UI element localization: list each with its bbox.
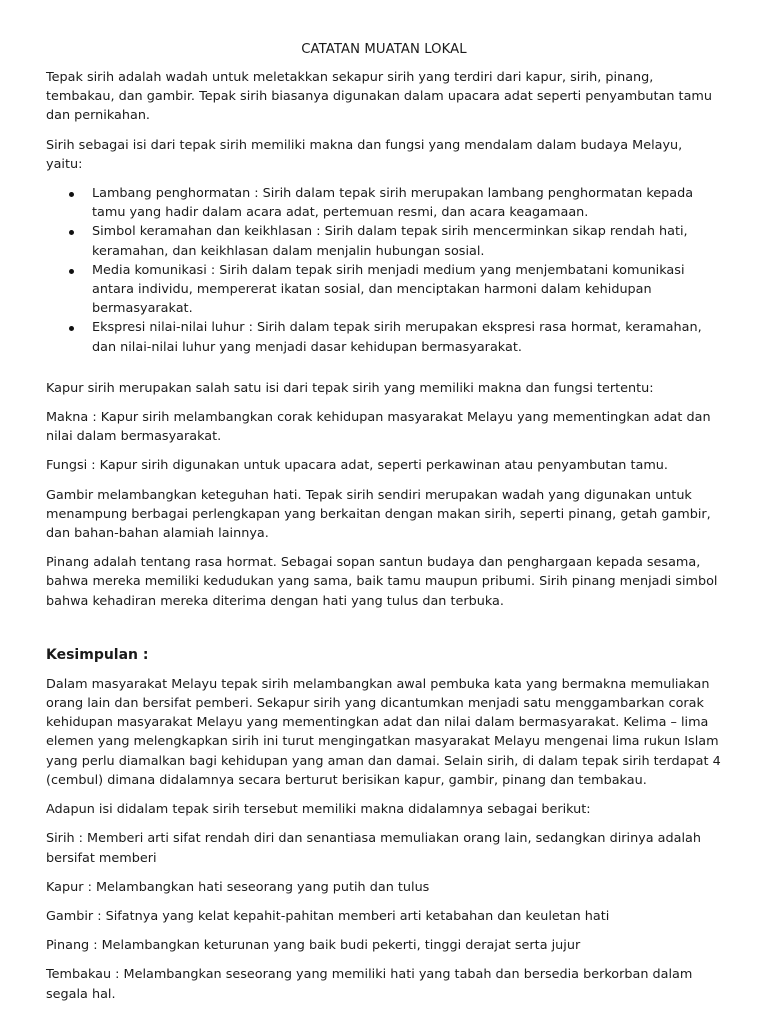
contents-kapur: Kapur : Melambangkan hati seseorang yang putih dan tulus <box>46 879 430 895</box>
document-title: CATATAN MUATAN LOKAL <box>301 42 467 57</box>
bullet-icon <box>69 326 74 331</box>
sirih-meaning-list <box>46 184 722 357</box>
contents-tembakau: Tembakau : Melambangkan seseorang yang memiliki hati yang tabah dan bersedia berkorban dalam segala hal. <box>46 967 693 1002</box>
conclusion-paragraph: Dalam masyarakat Melayu tepak sirih melambangkan awal pembuka kata yang bermakna memuliakan orang lain dan bersifat pemberi. Sekapur sirih yang dicantumkan menjadi satu menggambarkan corak kehidupan masyarakat Melayu yang mementingkan adat dan nilai dalam bermasyarakat. Kelima – lima elemen yang melengkapkan sirih ini turut mengingatkan masyarakat Melayu mengenai lima rukun Islam yang perlu diamalkan bagi kehidupan yang aman dan damai. Selain sirih, di dalam tepak sirih terdapat 4 (cembul) dimana didalamnya secara berturut berisikan kapur, gambir, pinang dan tembakau. <box>46 676 721 788</box>
list-item <box>46 318 722 356</box>
bullet-icon <box>69 230 74 235</box>
bullet-icon <box>69 192 74 197</box>
kapur-intro-paragraph: Kapur sirih merupakan salah satu isi dari tepak sirih yang memiliki makna dan fungsi tertentu: <box>46 380 654 396</box>
intro-paragraph: Tepak sirih adalah wadah untuk meletakkan sekapur sirih yang terdiri dari kapur, sirih, pinang, tembakau, dan gambir. Tepak sirih biasanya digunakan dalam upacara adat seperti penyambutan tamu dan pernikahan. <box>46 70 712 124</box>
list-item <box>46 261 722 319</box>
contents-sirih: Sirih : Memberi arti sifat rendah diri dan senantiasa memuliakan orang lain, sedangkan dirinya adalah bersifat memberi <box>46 831 701 866</box>
list-item-text: Lambang penghormatan : Sirih dalam tepak sirih merupakan lambang penghormatan kepada tamu yang hadir dalam acara adat, pertemuan resmi, dan acara keagamaan. <box>92 186 694 221</box>
list-item-text: Media komunikasi : Sirih dalam tepak sirih menjadi medium yang menjembatani komunikasi antara individu, mempererat ikatan sosial, dan menciptakan harmoni dalam kehidupan bermasyarakat. <box>92 262 685 317</box>
kapur-makna-paragraph: Makna : Kapur sirih melambangkan corak kehidupan masyarakat Melayu yang mementingkan adat dan nilai dalam bermasyarakat. <box>46 410 711 445</box>
conclusion-heading: Kesimpulan : <box>46 646 149 663</box>
list-item-text: Simbol keramahan dan keikhlasan : Sirih dalam tepak sirih mencerminkan sikap rendah hati, keramahan, dan keikhlasan dalam menjalin hubungan sosial. <box>92 224 688 259</box>
kapur-fungsi-paragraph: Fungsi : Kapur sirih digunakan untuk upacara adat, seperti perkawinan atau penyambutan tamu. <box>46 458 668 474</box>
sirih-intro-paragraph: Sirih sebagai isi dari tepak sirih memiliki makna dan fungsi yang mendalam dalam budaya Melayu, yaitu: <box>46 137 683 172</box>
list-item <box>46 184 722 222</box>
pinang-paragraph: Pinang adalah tentang rasa hormat. Sebagai sopan santun budaya dan penghargaan kepada sesama, bahwa mereka memiliki kedudukan yang sama, baik tamu maupun pribumi. Sirih pinang menjadi simbol bahwa kehadiran mereka diterima dengan hati yang tulus dan terbuka. <box>46 555 718 609</box>
list-item-text: Ekspresi nilai-nilai luhur : Sirih dalam tepak sirih merupakan ekspresi rasa hormat, keramahan, dan nilai-nilai luhur yang menjadi dasar kehidupan bermasyarakat. <box>92 320 702 355</box>
contents-gambir: Gambir : Sifatnya yang kelat kepahit-pahitan memberi arti ketabahan dan keuletan hati <box>46 908 610 924</box>
contents-pinang: Pinang : Melambangkan keturunan yang baik budi pekerti, tinggi derajat serta jujur <box>46 938 581 954</box>
list-item <box>46 222 722 260</box>
contents-intro-paragraph: Adapun isi didalam tepak sirih tersebut memiliki makna didalamnya sebagai berikut: <box>46 802 591 818</box>
gambir-paragraph: Gambir melambangkan keteguhan hati. Tepak sirih sendiri merupakan wadah yang digunakan untuk menampung berbagai perlengkapan yang berkaitan dengan makan sirih, seperti pinang, getah gambir, dan bahan-bahan alamiah lainnya. <box>46 487 711 542</box>
bullet-icon <box>69 269 74 274</box>
